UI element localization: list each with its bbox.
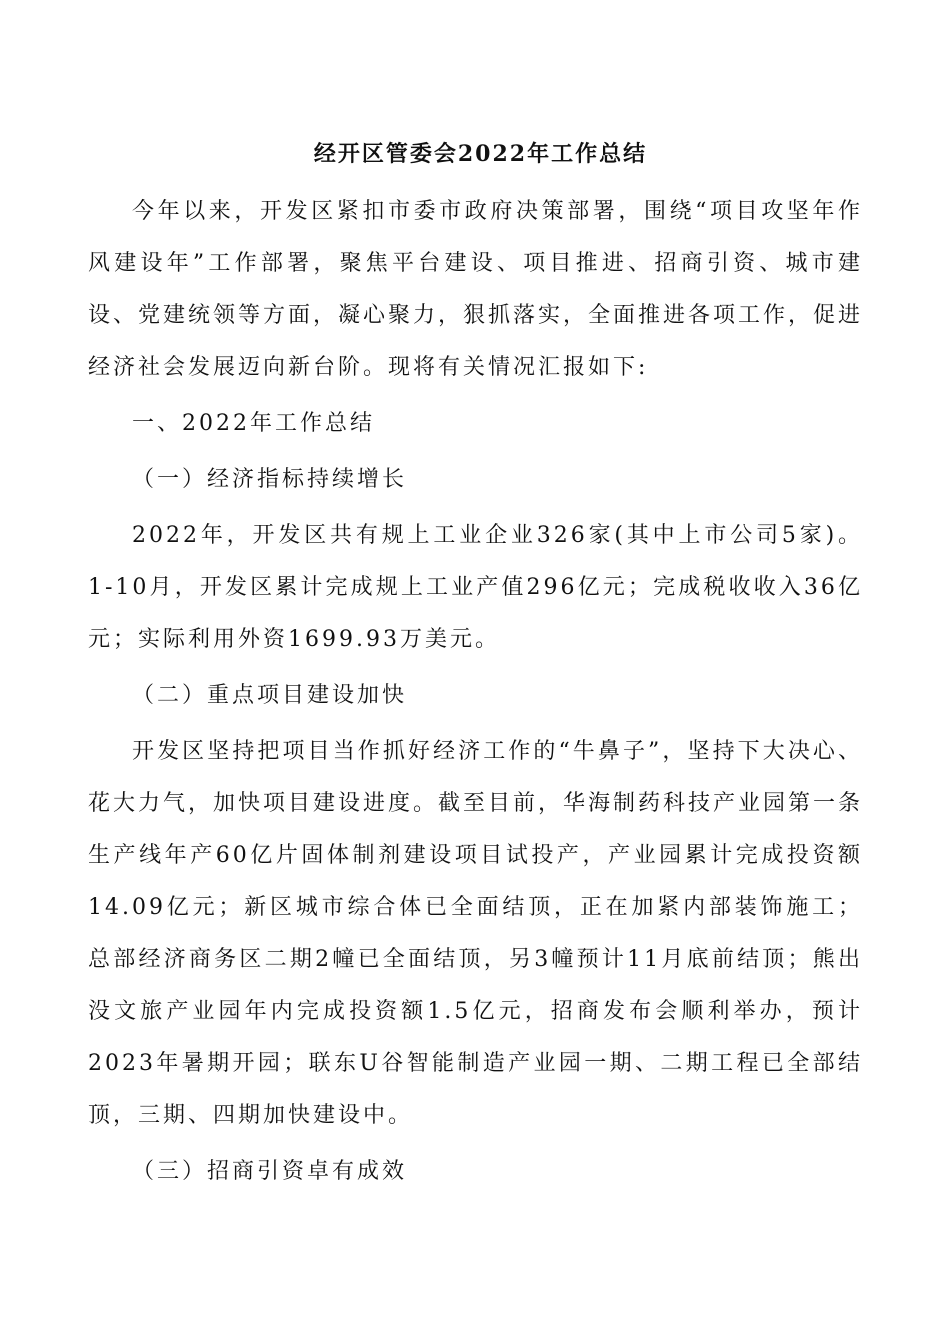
subsection-heading-2: （二）重点项目建设加快 [132, 683, 408, 708]
document-page [88, 128, 863, 1198]
section-heading-1: 一、2022年工作总结 [132, 411, 375, 436]
document-title: 经开区管委会2022年工作总结 [313, 141, 648, 167]
intro-paragraph: 今年以来，开发区紧扣市委市政府决策部署，围绕“项目攻坚年作风建设年”工作部署，聚焦平台建设、项目推进、招商引资、城市建设、党建统领等方面，凝心聚力，狠抓落实，全面推进各项工作，促进经济社会发展迈向新台阶。现将有关情况汇报如下: [88, 199, 864, 380]
subsection-heading-1: （一）经济指标持续增长 [132, 467, 408, 492]
subsection-body-2: 开发区坚持把项目当作抓好经济工作的“牛鼻子”，坚持下大决心、花大力气，加快项目建设进度。截至目前，华海制药科技产业园第一条生产线年产60亿片固体制剂建设项目试投产，产业园累计完成投资额14.09亿元；新区城市综合体已全面结顶，正在加紧内部装饰施工；总部经济商务区二期2幢已全面结顶，另3幢预计11月底前结顶；熊出没文旅产业园年内完成投资额1.5亿元，招商发布会顺利举办，预计2023年暑期开园；联东U谷智能制造产业园一期、二期工程已全部结顶，三期、四期加快建设中。 [88, 739, 864, 1128]
subsection-body-1: 2022年，开发区共有规上工业企业326家(其中上市公司5家)。1-10月，开发区累计完成规上工业产值296亿元；完成税收收入36亿元；实际利用外资1699.93万美元。 [88, 523, 863, 652]
subsection-heading-3: （三）招商引资卓有成效 [132, 1159, 408, 1184]
